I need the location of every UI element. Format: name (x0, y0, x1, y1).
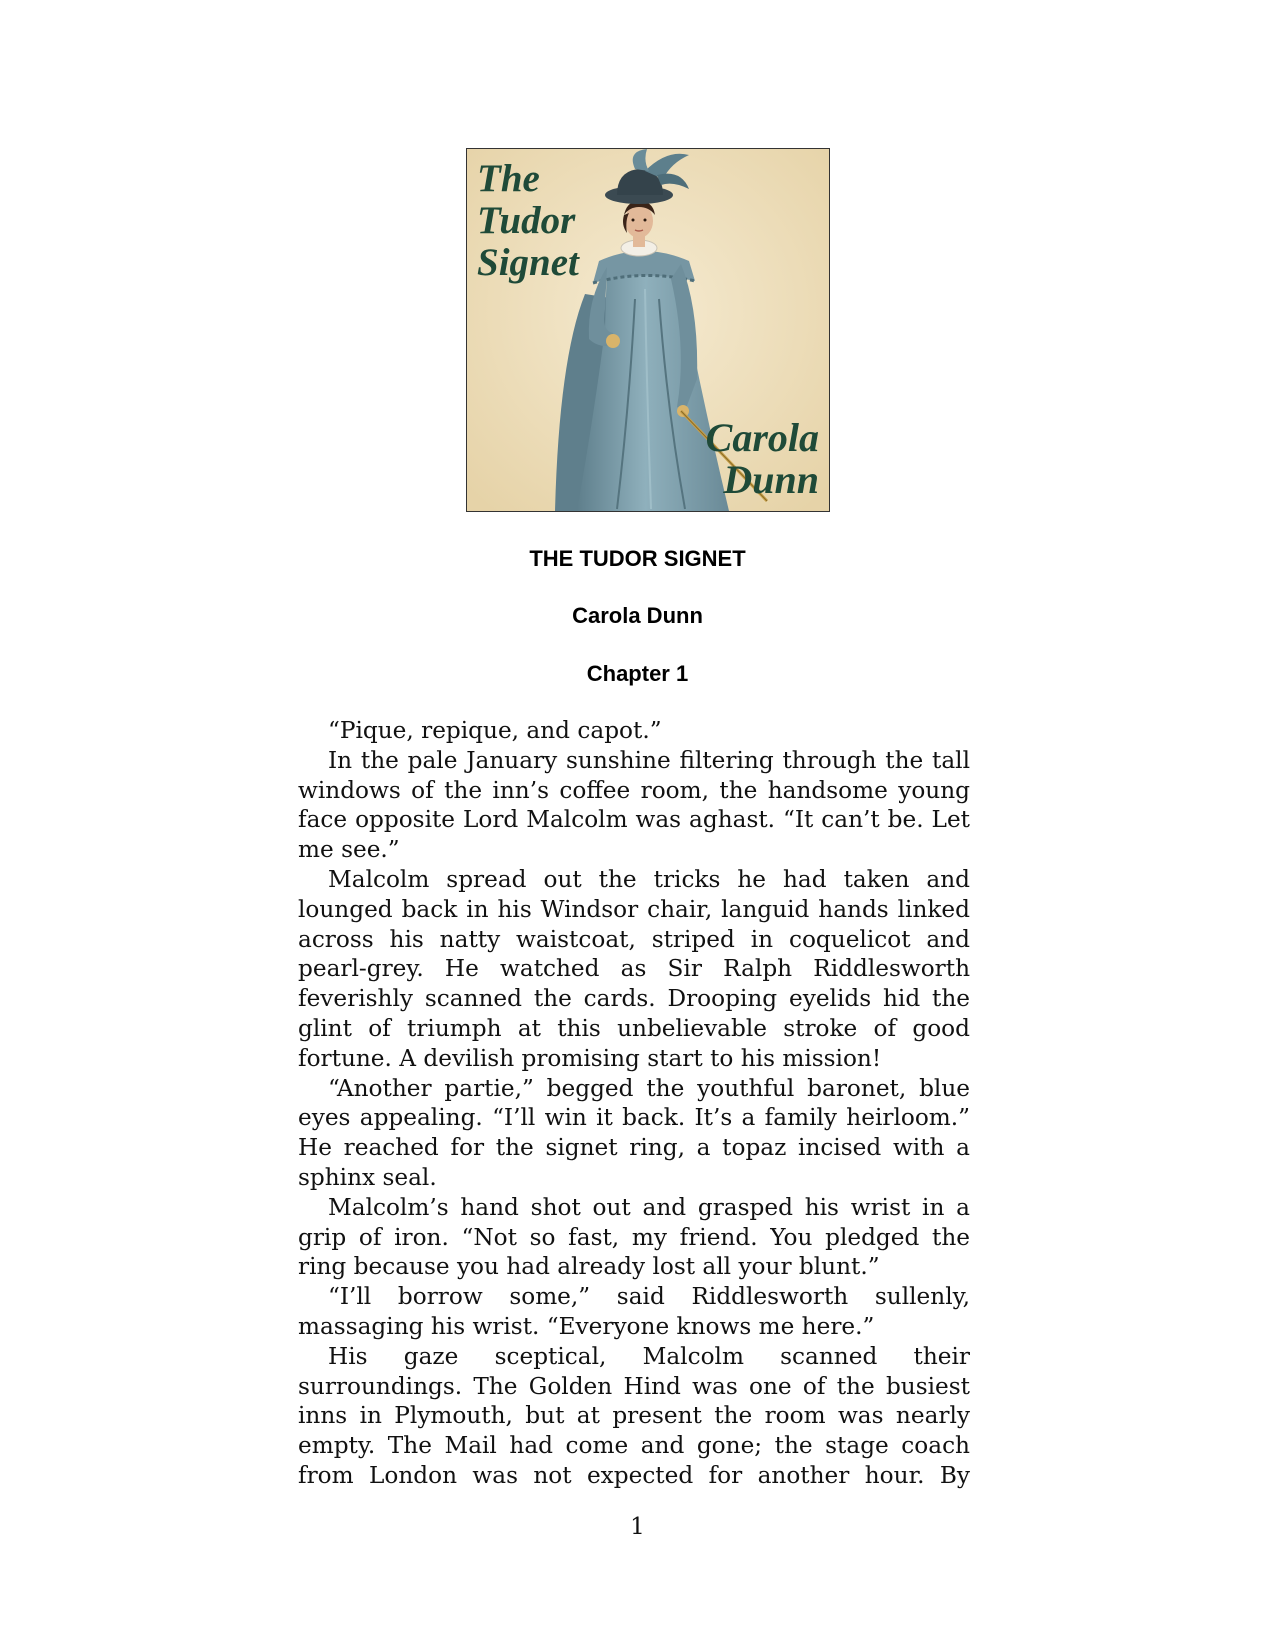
paragraph: Malcolm spread out the tricks he had taken and lounged back in his Windsor chair, languid hands linked across his natty waistcoat, striped in coquelicot and pearl-grey. He watched as Sir Ralph Riddlesworth feverishly scanned the cards. Drooping eyelids hid the glint of triumph at this unbelievable stroke of good fortune. A devilish promising start to his mission! (298, 865, 970, 1072)
cover-title-line-3: Signet (477, 241, 579, 284)
book-author: Carola Dunn (572, 603, 703, 628)
chapter-body (298, 716, 970, 1491)
paragraph: Malcolm’s hand shot out and grasped his wrist in a grip of iron. “Not so fast, my friend. You pledged the ring because you had already lost all your blunt.” (298, 1193, 970, 1281)
cover-author-line-1: Carola (705, 415, 819, 460)
cover-illustration (466, 148, 830, 512)
cover-author-text (706, 415, 819, 502)
page-number: 1 (630, 1514, 645, 1540)
paragraph: His gaze sceptical, Malcolm scanned their surroundings. The Golden Hind was one of the busiest inns in Plymouth, but at present the room was nearly empty. The Mail had come and gone; the stage coach from London was not expected for another hour. By (298, 1342, 970, 1489)
cover-title-line-1: The (477, 157, 540, 200)
book-title: THE TUDOR SIGNET (529, 546, 746, 571)
paragraph: In the pale January sunshine filtering through the tall windows of the inn’s coffee room, the handsome young face opposite Lord Malcolm was aghast. “It can’t be. Let me see.” (298, 746, 970, 864)
paragraph: “Another partie,” begged the youthful baronet, blue eyes appealing. “I’ll win it back. It’s a family heirloom.” He reached for the signet ring, a topaz incised with a sphinx seal. (298, 1074, 970, 1191)
cover-title-line-2: Tudor (477, 199, 576, 242)
paragraph: “I’ll borrow some,” said Riddlesworth sullenly, massaging his wrist. “Everyone knows me here.” (298, 1283, 970, 1340)
paragraph: “Pique, repique, and capot.” (328, 717, 662, 744)
cover-author-line-2: Dunn (723, 457, 819, 502)
chapter-heading: Chapter 1 (586, 661, 689, 686)
